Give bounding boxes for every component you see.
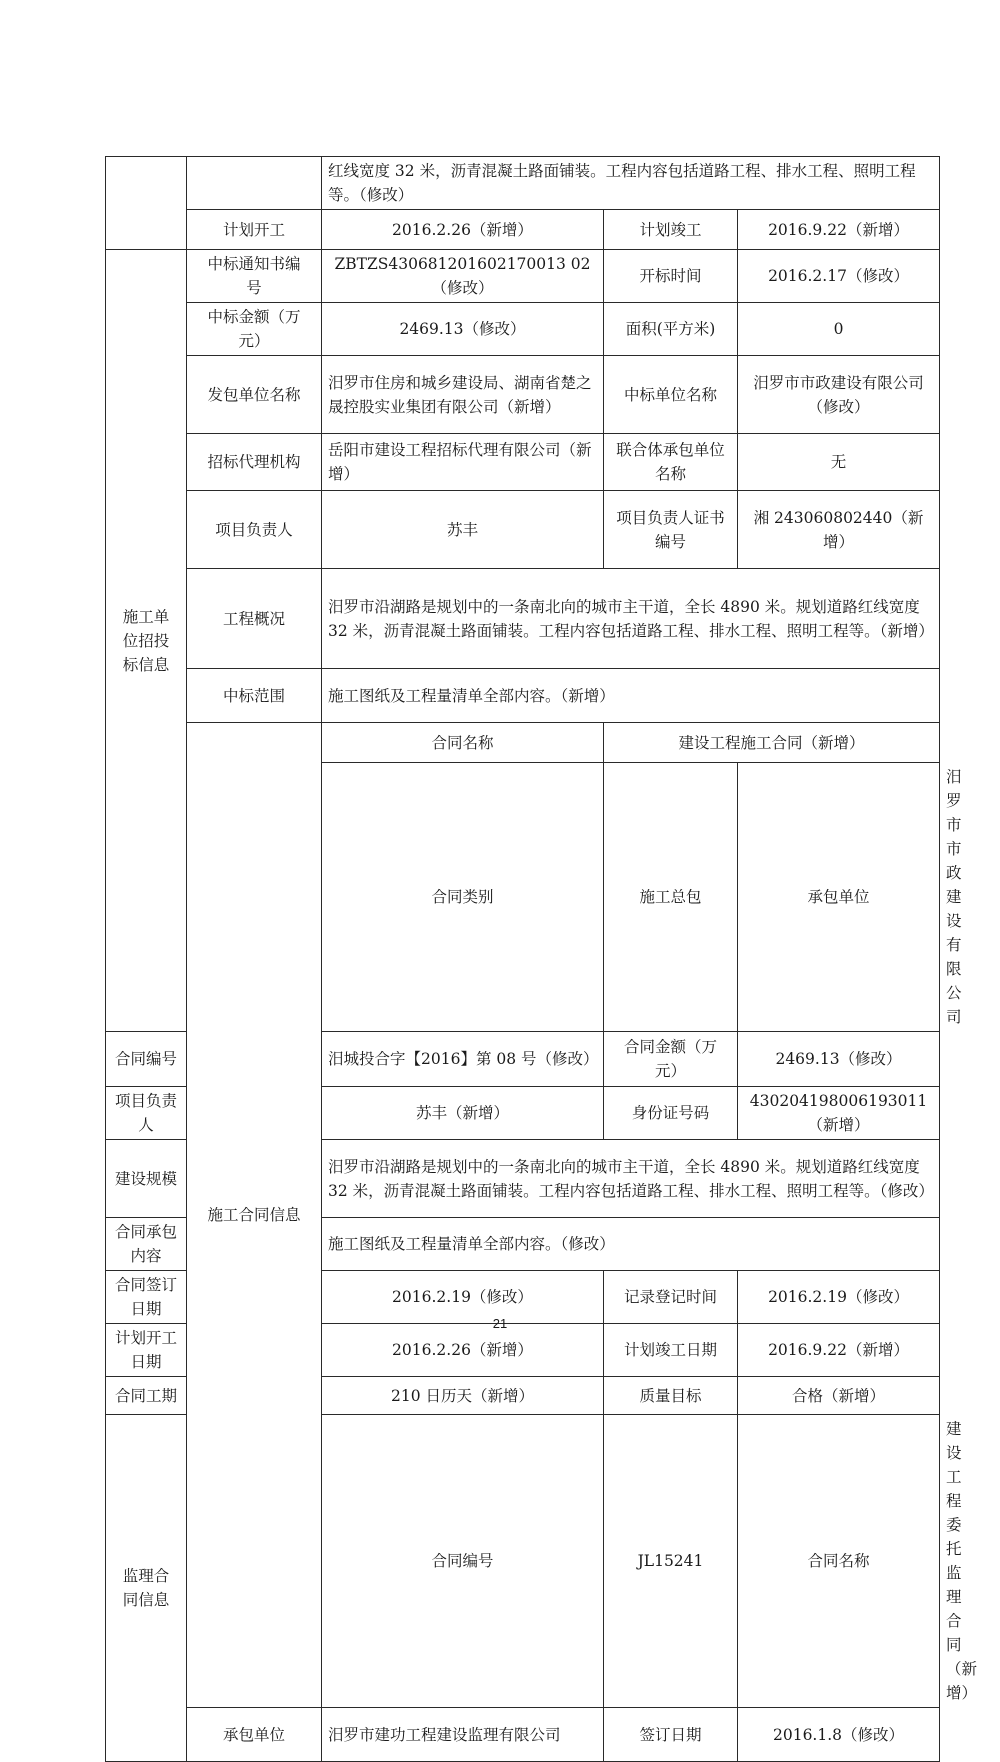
bid-manager-value: 苏丰 [322, 491, 604, 569]
table-row [106, 250, 940, 303]
period-label: 合同工期 [106, 1377, 187, 1415]
page-number: 21 [492, 1316, 508, 1331]
id-value: 430204198006193011（新增） [738, 1087, 940, 1140]
consortium-value: 无 [738, 434, 940, 491]
contract-no-label: 合同编号 [106, 1032, 187, 1087]
contract-type-label: 合同类别 [322, 763, 604, 1032]
winner-label: 中标单位名称 [604, 356, 738, 434]
sup-sign-date-label: 签订日期 [604, 1708, 738, 1762]
table-row [106, 669, 940, 723]
plan-end-value: 2016.9.22（新增） [738, 210, 940, 250]
consortium-label: 联合体承包单位名称 [604, 434, 738, 491]
id-label: 身份证号码 [604, 1087, 738, 1140]
notice-no-label: 中标通知书编号 [187, 250, 322, 303]
contract-no-value: 汨城投合字【2016】第 08 号（修改） [322, 1032, 604, 1087]
winner-value: 汨罗市市政建设有限公司（修改） [738, 356, 940, 434]
content-value: 施工图纸及工程量清单全部内容。（修改） [322, 1218, 940, 1271]
sup-name-label: 合同名称 [738, 1415, 940, 1708]
table-row [106, 569, 940, 669]
scale-value: 汨罗市沿湖路是规划中的一条南北向的城市主干道，全长 4890 米。规划道路红线宽度 32 米，沥青混凝土路面铺装。工程内容包括道路工程、排水工程、照明工程等。（修改） [322, 1140, 940, 1218]
area-label: 面积(平方米) [604, 303, 738, 356]
sup-contractor-value: 汨罗市建功工程建设监理有限公司 [322, 1708, 604, 1762]
contract-name-label: 合同名称 [322, 723, 604, 763]
employer-value: 汨罗市住房和城乡建设局、湖南省楚之晟控股实业集团有限公司（新增） [322, 356, 604, 434]
sup-contractor-label: 承包单位 [187, 1708, 322, 1762]
sup-sign-date-value: 2016.1.8（修改） [738, 1708, 940, 1762]
contract-manager-label: 项目负责人 [106, 1087, 187, 1140]
cert-value: 湘 243060802440（新增） [738, 491, 940, 569]
agency-value: 岳阳市建设工程招标代理有限公司（新增） [322, 434, 604, 491]
sign-date-value: 2016.2.19（修改） [322, 1271, 604, 1324]
record-time-value: 2016.2.19（修改） [738, 1271, 940, 1324]
plan-end-label: 计划竣工 [604, 210, 738, 250]
content-label: 合同承包内容 [106, 1218, 187, 1271]
table-row [106, 434, 940, 491]
section-cell-empty [106, 157, 187, 250]
bid-amount-label: 中标金额（万元） [187, 303, 322, 356]
overview-value: 汨罗市沿湖路是规划中的一条南北向的城市主干道，全长 4890 米。规划道路红线宽度 32 米，沥青混凝土路面铺装。工程内容包括道路工程、排水工程、照明工程等。（新增） [322, 569, 940, 669]
cert-label: 项目负责人证书编号 [604, 491, 738, 569]
contract-section-label: 施工合同信息 [187, 723, 322, 1708]
table-row [106, 491, 940, 569]
scope-label: 中标范围 [187, 669, 322, 723]
table-row [106, 723, 940, 763]
sup-no-value: JL15241 [604, 1415, 738, 1708]
label-cell-empty [187, 157, 322, 210]
supervision-section-label: 监理合同信息 [106, 1415, 187, 1762]
bid-manager-label: 项目负责人 [187, 491, 322, 569]
open-time-value: 2016.2.17（修改） [738, 250, 940, 303]
contract-amount-label: 合同金额（万元） [604, 1032, 738, 1087]
plan-start-label: 计划开工 [187, 210, 322, 250]
project-info-table [105, 156, 978, 1762]
contract-type-value: 施工总包 [604, 763, 738, 1032]
bidding-section-label: 施工单位招投标信息 [106, 250, 187, 1032]
sup-no-label: 合同编号 [322, 1415, 604, 1708]
contract-amount-value: 2469.13（修改） [738, 1032, 940, 1087]
table-row [106, 210, 940, 250]
open-time-label: 开标时间 [604, 250, 738, 303]
bid-amount-value: 2469.13（修改） [322, 303, 604, 356]
notice-no-value: ZBTZS430681201602170013 02（修改） [322, 250, 604, 303]
record-time-label: 记录登记时间 [604, 1271, 738, 1324]
period-value: 210 日历天（新增） [322, 1377, 604, 1415]
table-row: 监理合同信息 合同编号 JL15241 合同名称 建设工程委托监理合同（新增） [106, 1415, 940, 1708]
employer-label: 发包单位名称 [187, 356, 322, 434]
table-row [106, 356, 940, 434]
agency-label: 招标代理机构 [187, 434, 322, 491]
overview-label: 工程概况 [187, 569, 322, 669]
table-row [106, 303, 940, 356]
table-row: 合同类别 施工总包 承包单位 汨罗市市政建设有限公司 [106, 763, 940, 1032]
start-date-value: 2016.2.26（新增） [322, 1324, 604, 1377]
quality-label: 质量目标 [604, 1377, 738, 1415]
sign-date-label: 合同签订日期 [106, 1271, 187, 1324]
area-value: 0 [738, 303, 940, 356]
scale-label: 建设规模 [106, 1140, 187, 1218]
table-row [106, 157, 940, 210]
end-date-value: 2016.9.22（新增） [738, 1324, 940, 1377]
contract-manager-value: 苏丰（新增） [322, 1087, 604, 1140]
description-continuation: 红线宽度 32 米，沥青混凝土路面铺装。工程内容包括道路工程、排水工程、照明工程等。（修改） [322, 157, 940, 210]
start-date-label: 计划开工日期 [106, 1324, 187, 1377]
contract-name-value: 建设工程施工合同（新增） [604, 723, 940, 763]
plan-start-value: 2016.2.26（新增） [322, 210, 604, 250]
quality-value: 合格（新增） [738, 1377, 940, 1415]
table-row [106, 1708, 940, 1762]
contractor-label: 承包单位 [738, 763, 940, 1032]
scope-value: 施工图纸及工程量清单全部内容。（新增） [322, 669, 940, 723]
end-date-label: 计划竣工日期 [604, 1324, 738, 1377]
